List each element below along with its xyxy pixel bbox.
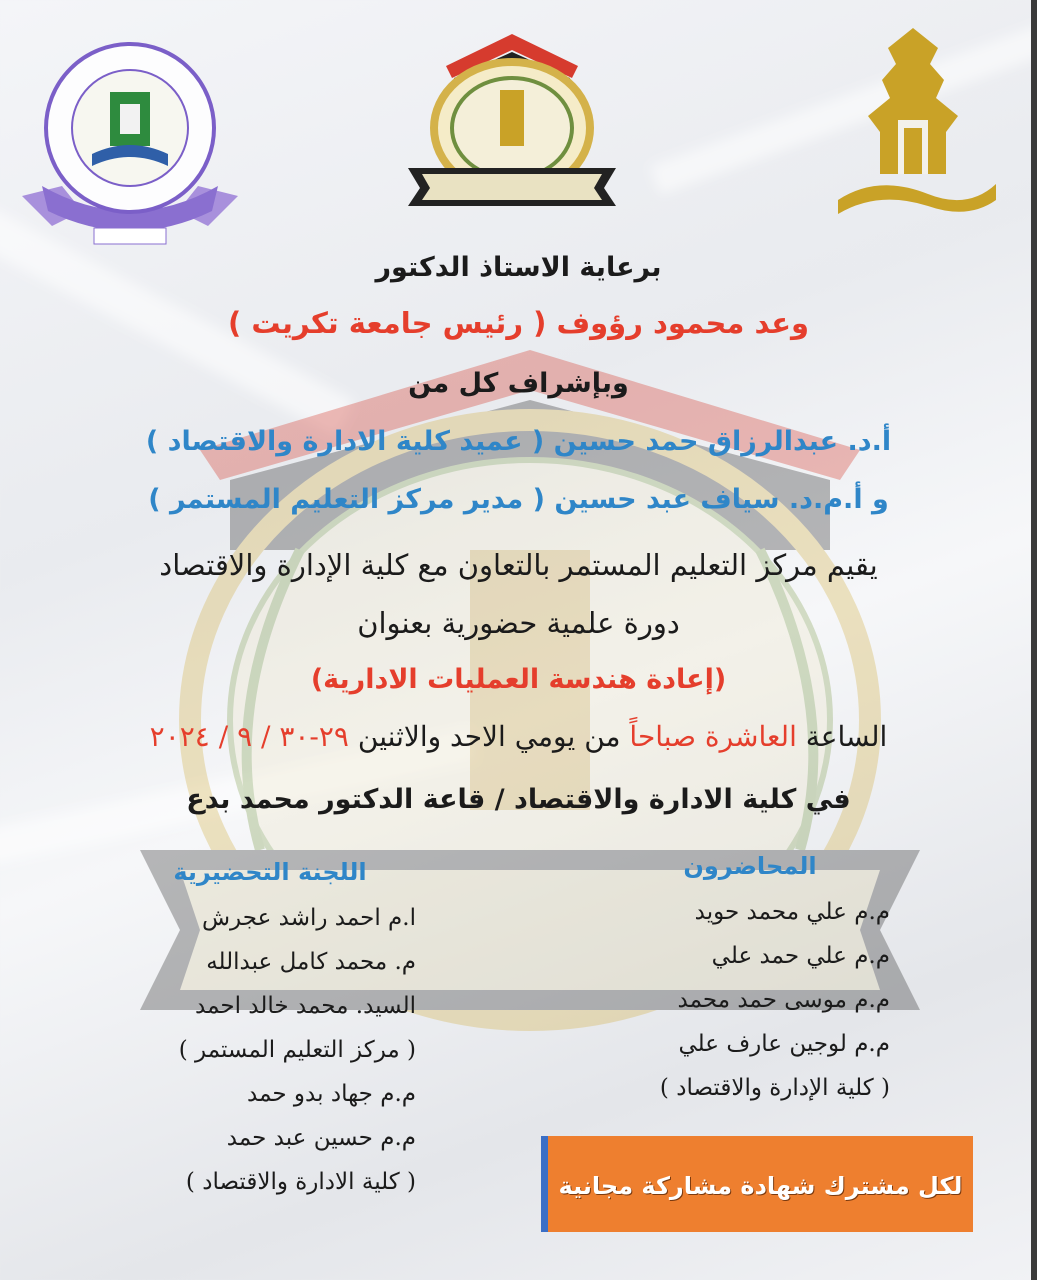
- list-item: م. محمد كامل عبدالله: [206, 949, 416, 975]
- organizer-line: يقيم مركز التعليم المستمر بالتعاون مع كلية الإدارة والاقتصاد: [159, 548, 878, 582]
- time-days: من يومي الاحد والاثنين: [357, 720, 621, 753]
- list-item: م.م حسين عبد حمد: [226, 1125, 416, 1151]
- time-highlight: العاشرة صباحاً: [629, 720, 797, 753]
- supervision-line: وبإشراف كل من: [408, 368, 629, 399]
- time-date: ٢٩-٣٠ / ٩ / ٢٠٢٤: [149, 720, 349, 753]
- list-item: السيد. محمد خالد احمد: [195, 993, 416, 1019]
- lecturers-section: [600, 852, 900, 1110]
- list-item: م.م موسى حمد محمد: [677, 987, 890, 1013]
- course-title: (إعادة هندسة العمليات الادارية): [310, 664, 727, 695]
- university-logo: [818, 24, 1008, 216]
- lecturers-heading: المحاضرون: [683, 852, 817, 880]
- committee-heading: اللجنة التحضيرية: [173, 858, 367, 886]
- patronage-line: برعاية الاستاذ الدكتور: [375, 252, 662, 283]
- list-item: م.م لوجين عارف علي: [678, 1031, 890, 1057]
- time-line: [0, 720, 1037, 753]
- location-line: في كلية الادارة والاقتصاد / قاعة الدكتور محمد بدع: [186, 784, 851, 815]
- list-item: ( كلية الادارة والاقتصاد ): [185, 1169, 416, 1195]
- president-line: وعد محمود رؤوف ( رئيس جامعة تكريت ): [227, 306, 810, 340]
- page-edge: [1031, 0, 1037, 1280]
- list-item: م.م علي حمد علي: [711, 943, 890, 969]
- college-logo: [22, 36, 238, 246]
- center-logo: [408, 28, 616, 206]
- list-item: م.م جهاد بدو حمد: [247, 1081, 416, 1107]
- certificate-banner: [541, 1136, 973, 1232]
- list-item: ( مركز التعليم المستمر ): [178, 1037, 416, 1063]
- dean-line: أ.د. عبدالرزاق حمد حسين ( عميد كلية الادارة والاقتصاد ): [145, 426, 892, 457]
- list-item: ا.م احمد راشد عجرش: [201, 905, 416, 931]
- time-prefix: الساعة: [805, 720, 888, 753]
- director-line: و أ.م.د. سياف عبد حسين ( مدير مركز التعليم المستمر ): [148, 484, 889, 515]
- list-item: ( كلية الإدارة والاقتصاد ): [659, 1075, 890, 1101]
- committee-section: [110, 858, 430, 1204]
- certificate-text: لكل مشترك شهادة مشاركة مجانية: [558, 1172, 963, 1200]
- course-type-line: دورة علمية حضورية بعنوان: [357, 606, 680, 640]
- list-item: م.م علي محمد حويد: [694, 899, 890, 925]
